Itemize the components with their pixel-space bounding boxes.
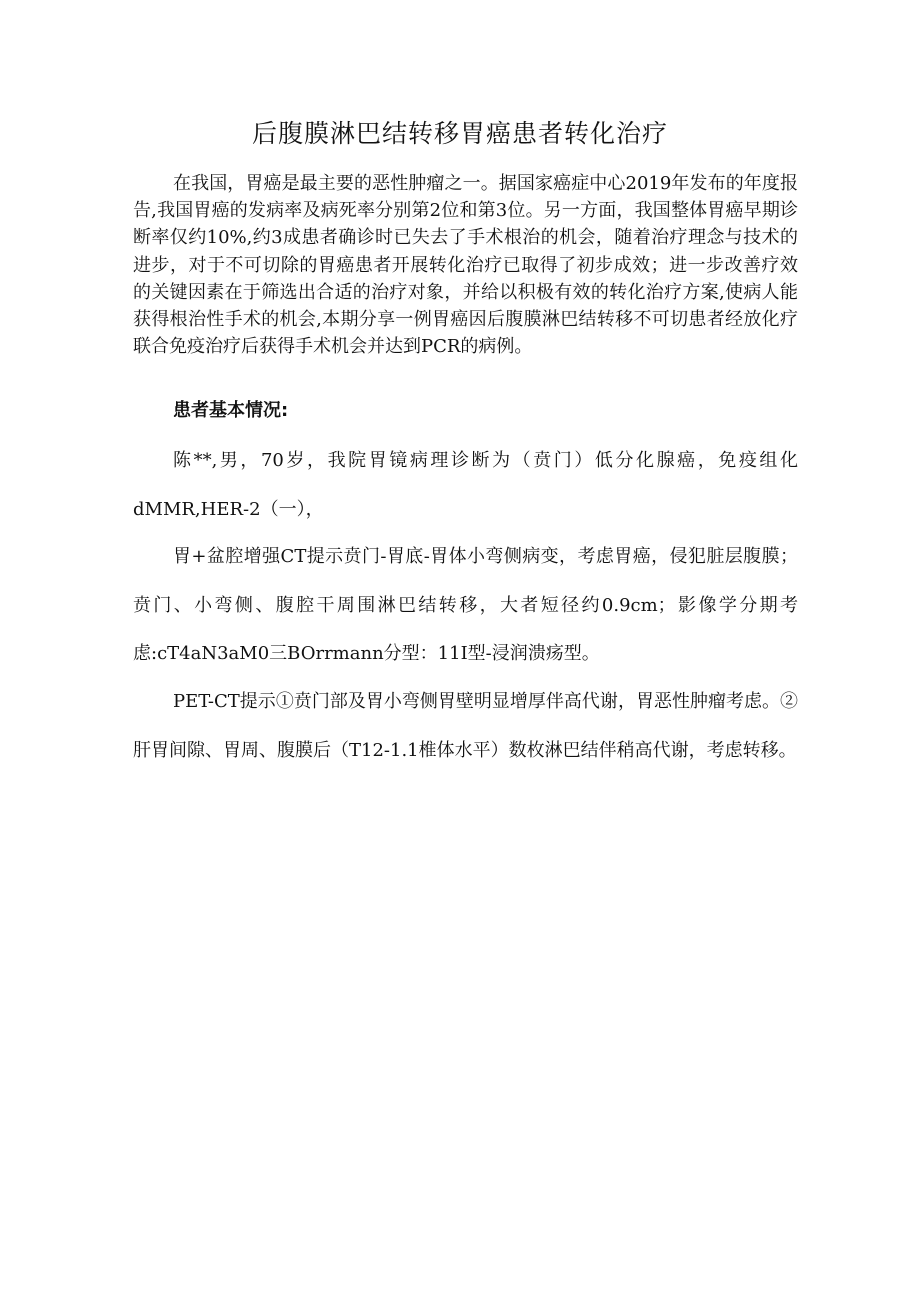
document-title: 后腹膜淋巴结转移胃癌患者转化治疗 [251,119,668,148]
section-heading-patient-info: 患者基本情况: [173,400,289,421]
pet-ct-findings-paragraph: PET-CT提示①贲门部及胃小弯侧胃壁明显增厚伴高代谢，胃恶性肿瘤考虑。②肝胃间隙、胃周、腹膜后（T12-1.1椎体水平）数枚淋巴结伴稍高代谢，考虑转移。 [133,691,798,761]
patient-diagnosis-paragraph: 陈**,男，70岁，我院胃镜病理诊断为（贲门）低分化腺癌，免疫组化dMMR,HER-2（一）， [133,450,798,520]
ct-findings-paragraph: 胃+盆腔增强CT提示贲门-胃底-胃体小弯侧病变，考虑胃癌，侵犯脏层腹膜；贲门、小弯侧、腹腔干周围淋巴结转移，大者短径约0.9cm；影像学分期考虑:cT4aN3aM0三BOrrmann分型：11I型-浸润溃疡型。 [133,546,798,664]
intro-paragraph: 在我国，胃癌是最主要的恶性肿瘤之一。据国家癌症中心2019年发布的年度报告,我国胃癌的发病率及病死率分别第2位和第3位。另一方面，我国整体胃癌早期诊断率仅约10%,约3成患者确诊时已失去了手术根治的机会，随着治疗理念与技术的进步，对于不可切除的胃癌患者开展转化治疗已取得了初步成效；进一步改善疗效的关键因素在于筛选出合适的治疗对象，并给以积极有效的转化治疗方案,使病人能获得根治性手术的机会,本期分享一例胃癌因后腹膜淋巴结转移不可切患者经放化疗联合免疫治疗后获得手术机会并达到PCR的病例。 [133,173,798,358]
